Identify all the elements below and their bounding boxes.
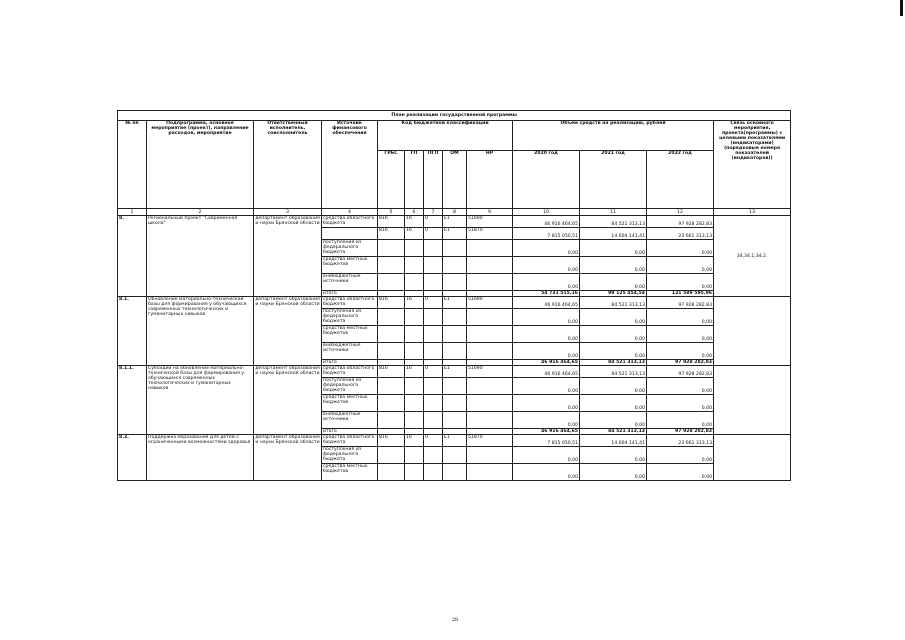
column-number: 2 [147, 209, 254, 216]
code-nr [467, 412, 513, 429]
amount-2021: 0,00 [580, 464, 647, 481]
amount-2020: 46 916 464,65 [513, 366, 580, 378]
code-gp: 16 [405, 216, 424, 228]
code-grbs [378, 412, 405, 429]
code-pgp: 0 [424, 228, 443, 240]
code-om: E1 [443, 366, 467, 378]
code-nr [467, 395, 513, 412]
amount-2021: 14 604 141,41 [580, 435, 647, 447]
amount-2022: 0,00 [647, 343, 714, 360]
amount-2022: 97 928 282,83 [647, 366, 714, 378]
amount-2021: 0,00 [580, 343, 647, 360]
code-om [443, 447, 467, 464]
funding-source: поступления из федерального бюджета [322, 447, 378, 464]
code-gp [405, 309, 424, 326]
funding-source: средства местных бюджетов [322, 257, 378, 274]
code-gp: 16 [405, 297, 424, 309]
code-pgp [424, 274, 443, 291]
amount-2022: 0,00 [647, 447, 714, 464]
amount-2022: 97 928 282,83 [647, 216, 714, 228]
column-number: 12 [647, 209, 714, 216]
header-pgp: ПГП [424, 151, 443, 209]
code-pgp: 0 [424, 297, 443, 309]
header-link: Связь основного мероприятия, проекта(программы) с целевыми показателями (индикаторами) (порядковые номера показателей (индикаторов)) [714, 121, 791, 209]
table-title: План реализации государственной программы [118, 111, 791, 121]
header-2022: 2022 год [647, 151, 714, 209]
funding-source: итого [322, 291, 378, 297]
indicator-link [714, 435, 791, 481]
item-executor: департамент образования и науки Брянской области [254, 435, 322, 481]
code-pgp [424, 447, 443, 464]
header-subprogram: Подпрограмма, основное мероприятие (проект), направление расходов, мероприятие [147, 121, 254, 209]
indicator-link [714, 297, 791, 366]
funding-source: поступления из федерального бюджета [322, 240, 378, 257]
amount-2021: 84 521 313,13 [580, 360, 647, 366]
amount-2021: 0,00 [580, 412, 647, 429]
code-gp [405, 378, 424, 395]
funding-source: внебюджетные источники [322, 412, 378, 429]
code-grbs: 816 [378, 366, 405, 378]
amount-2020: 54 731 515,16 [513, 291, 580, 297]
code-grbs [378, 309, 405, 326]
code-gp [405, 395, 424, 412]
code-nr: 51690 [467, 366, 513, 378]
item-name: Региональный проект "Современная школа" [147, 216, 254, 297]
column-number: 10 [513, 209, 580, 216]
amount-2022: 0,00 [647, 240, 714, 257]
column-number: 8 [443, 209, 467, 216]
amount-2020: 0,00 [513, 309, 580, 326]
code-om: E1 [443, 435, 467, 447]
code-pgp [424, 378, 443, 395]
code-nr [467, 343, 513, 360]
column-number: 11 [580, 209, 647, 216]
header-num: № пп [118, 121, 147, 209]
amount-2020: 0,00 [513, 240, 580, 257]
table-body [118, 216, 791, 481]
amount-2021: 84 521 313,13 [580, 216, 647, 228]
code-nr [467, 464, 513, 481]
amount-2020: 0,00 [513, 378, 580, 395]
amount-2022: 0,00 [647, 464, 714, 481]
amount-2022: 23 661 313,13 [647, 228, 714, 240]
code-nr [467, 309, 513, 326]
item-name: Обновление материально-технической базы для формирования у обучающихся современных технологических и гуманитарных навыков [147, 297, 254, 366]
header-2020: 2020 год [513, 151, 580, 209]
code-grbs [378, 464, 405, 481]
table-row [118, 297, 791, 309]
code-grbs [378, 378, 405, 395]
amount-2021: 0,00 [580, 326, 647, 343]
item-executor: департамент образования и науки Брянской области [254, 297, 322, 366]
amount-2022: 23 661 313,13 [647, 435, 714, 447]
code-pgp [424, 309, 443, 326]
code-nr [467, 326, 513, 343]
code-om [443, 378, 467, 395]
code-pgp: 0 [424, 366, 443, 378]
code-grbs [378, 447, 405, 464]
item-number: 8. [118, 216, 147, 297]
code-pgp [424, 326, 443, 343]
amount-2020: 0,00 [513, 447, 580, 464]
item-executor: департамент образования и науки Брянской области [254, 366, 322, 435]
amount-2021: 0,00 [580, 447, 647, 464]
header-source: Источник финансового обеспечения [322, 121, 378, 209]
funding-source: средства областного бюджета [322, 297, 378, 309]
code-pgp: 0 [424, 435, 443, 447]
code-om [443, 240, 467, 257]
funding-source: средства областного бюджета [322, 435, 378, 447]
code-om: E1 [443, 297, 467, 309]
code-gp: 16 [405, 228, 424, 240]
code-gp: 16 [405, 435, 424, 447]
code-nr: 51690 [467, 297, 513, 309]
amount-2020: 46 916 464,65 [513, 429, 580, 435]
funding-source: средства областного бюджета [322, 216, 378, 228]
amount-2020: 0,00 [513, 412, 580, 429]
code-pgp [424, 412, 443, 429]
amount-2021: 99 125 454,54 [580, 291, 647, 297]
item-number: 8.2. [118, 435, 147, 481]
code-grbs [378, 395, 405, 412]
amount-2021: 0,00 [580, 257, 647, 274]
code-om [443, 395, 467, 412]
program-plan-table [117, 110, 791, 481]
amount-2021: 0,00 [580, 274, 647, 291]
header-gp: ГП [405, 151, 424, 209]
code-gp [405, 343, 424, 360]
header-2021: 2021 год [580, 151, 647, 209]
table-row [118, 366, 791, 378]
code-nr: 51870 [467, 228, 513, 240]
program-plan-document [117, 110, 790, 481]
funding-source: средства местных бюджетов [322, 464, 378, 481]
code-grbs [378, 240, 405, 257]
code-pgp [424, 464, 443, 481]
funding-source: средства местных бюджетов [322, 326, 378, 343]
code-om [443, 257, 467, 274]
amount-2020: 46 916 464,65 [513, 297, 580, 309]
amount-2022: 0,00 [647, 309, 714, 326]
code-grbs: 816 [378, 216, 405, 228]
amount-2021: 84 521 313,13 [580, 429, 647, 435]
amount-2020: 0,00 [513, 464, 580, 481]
code-grbs [378, 326, 405, 343]
code-nr: 51690 [467, 216, 513, 228]
column-number: 6 [405, 209, 424, 216]
amount-2020: 0,00 [513, 274, 580, 291]
code-nr [467, 274, 513, 291]
header-budget-code: Код бюджетной классификации [378, 121, 513, 151]
code-gp [405, 257, 424, 274]
code-nr [467, 257, 513, 274]
code-nr [467, 378, 513, 395]
amount-2021: 84 521 313,13 [580, 297, 647, 309]
code-om [443, 343, 467, 360]
code-nr [467, 447, 513, 464]
amount-2021: 84 521 313,13 [580, 366, 647, 378]
header-nr: НР [467, 151, 513, 209]
code-gp [405, 240, 424, 257]
code-grbs: 816 [378, 297, 405, 309]
column-number: 1 [118, 209, 147, 216]
code-grbs: 816 [378, 435, 405, 447]
code-gp: 16 [405, 366, 424, 378]
code-grbs [378, 274, 405, 291]
page-number: 28 [451, 617, 459, 623]
item-executor: департамент образования и науки Брянской области [254, 216, 322, 297]
amount-2022: 0,00 [647, 395, 714, 412]
code-om [443, 464, 467, 481]
item-name: Поддержка образования для детей с ограниченными возможностями здоровья [147, 435, 254, 481]
table-row [118, 216, 791, 228]
amount-2022: 0,00 [647, 274, 714, 291]
code-gp [405, 464, 424, 481]
indicator-link [714, 366, 791, 435]
indicator-link: 34,34.1,34.2. [714, 216, 791, 297]
funding-source [322, 228, 378, 240]
header-om: ОМ [443, 151, 467, 209]
funding-source: итого [322, 360, 378, 366]
amount-2022: 0,00 [647, 412, 714, 429]
code-om [443, 326, 467, 343]
amount-2020: 0,00 [513, 326, 580, 343]
code-grbs [378, 257, 405, 274]
amount-2020: 46 916 464,65 [513, 216, 580, 228]
amount-2020: 0,00 [513, 395, 580, 412]
amount-2021: 0,00 [580, 309, 647, 326]
code-om [443, 309, 467, 326]
item-number: 8.1.1. [118, 366, 147, 435]
amount-2022: 97 928 282,83 [647, 429, 714, 435]
header-volume: Объём средств на реализацию, рублей [513, 121, 714, 151]
amount-2022: 0,00 [647, 378, 714, 395]
table-row [118, 435, 791, 447]
code-om [443, 274, 467, 291]
code-nr: 51870 [467, 435, 513, 447]
code-pgp [424, 395, 443, 412]
item-name: Субсидии на обновление материально-технической базы для формирования у обучающихся современных технологических и гуманитарных навыков [147, 366, 254, 435]
amount-2020: 0,00 [513, 257, 580, 274]
code-pgp [424, 343, 443, 360]
column-number: 3 [254, 209, 322, 216]
amount-2022: 0,00 [647, 257, 714, 274]
column-number: 7 [424, 209, 443, 216]
code-grbs: 816 [378, 228, 405, 240]
code-nr [467, 240, 513, 257]
funding-source: итого [322, 429, 378, 435]
amount-2021: 0,00 [580, 240, 647, 257]
code-gp [405, 274, 424, 291]
header-grbs: ГРБС [378, 151, 405, 209]
header-executor: Ответственный исполнитель, соисполнитель [254, 121, 322, 209]
amount-2022: 97 928 282,83 [647, 297, 714, 309]
amount-2020: 46 916 464,65 [513, 360, 580, 366]
code-om: E1 [443, 228, 467, 240]
amount-2022: 97 928 282,83 [647, 360, 714, 366]
amount-2022: 121 589 595,96 [647, 291, 714, 297]
amount-2021: 0,00 [580, 378, 647, 395]
column-numbers-row [118, 209, 791, 216]
column-number: 9 [467, 209, 513, 216]
code-om: E1 [443, 216, 467, 228]
code-om [443, 412, 467, 429]
funding-source: внебюджетные источники [322, 343, 378, 360]
code-gp [405, 412, 424, 429]
amount-2021: 14 604 141,41 [580, 228, 647, 240]
scan-edge-mark [900, 0, 903, 16]
column-number: 4 [322, 209, 378, 216]
amount-2021: 0,00 [580, 395, 647, 412]
code-pgp [424, 257, 443, 274]
funding-source: средства местных бюджетов [322, 395, 378, 412]
code-pgp: 0 [424, 216, 443, 228]
amount-2020: 0,00 [513, 343, 580, 360]
code-gp [405, 326, 424, 343]
amount-2022: 0,00 [647, 326, 714, 343]
funding-source: поступления из федерального бюджета [322, 309, 378, 326]
funding-source: внебюджетные источники [322, 274, 378, 291]
column-number: 13 [714, 209, 791, 216]
code-gp [405, 447, 424, 464]
funding-source: средства областного бюджета [322, 366, 378, 378]
amount-2020: 7 815 050,51 [513, 435, 580, 447]
item-number: 8.1. [118, 297, 147, 366]
column-number: 5 [378, 209, 405, 216]
code-grbs [378, 343, 405, 360]
funding-source: поступления из федерального бюджета [322, 378, 378, 395]
code-pgp [424, 240, 443, 257]
amount-2020: 7 815 050,51 [513, 228, 580, 240]
